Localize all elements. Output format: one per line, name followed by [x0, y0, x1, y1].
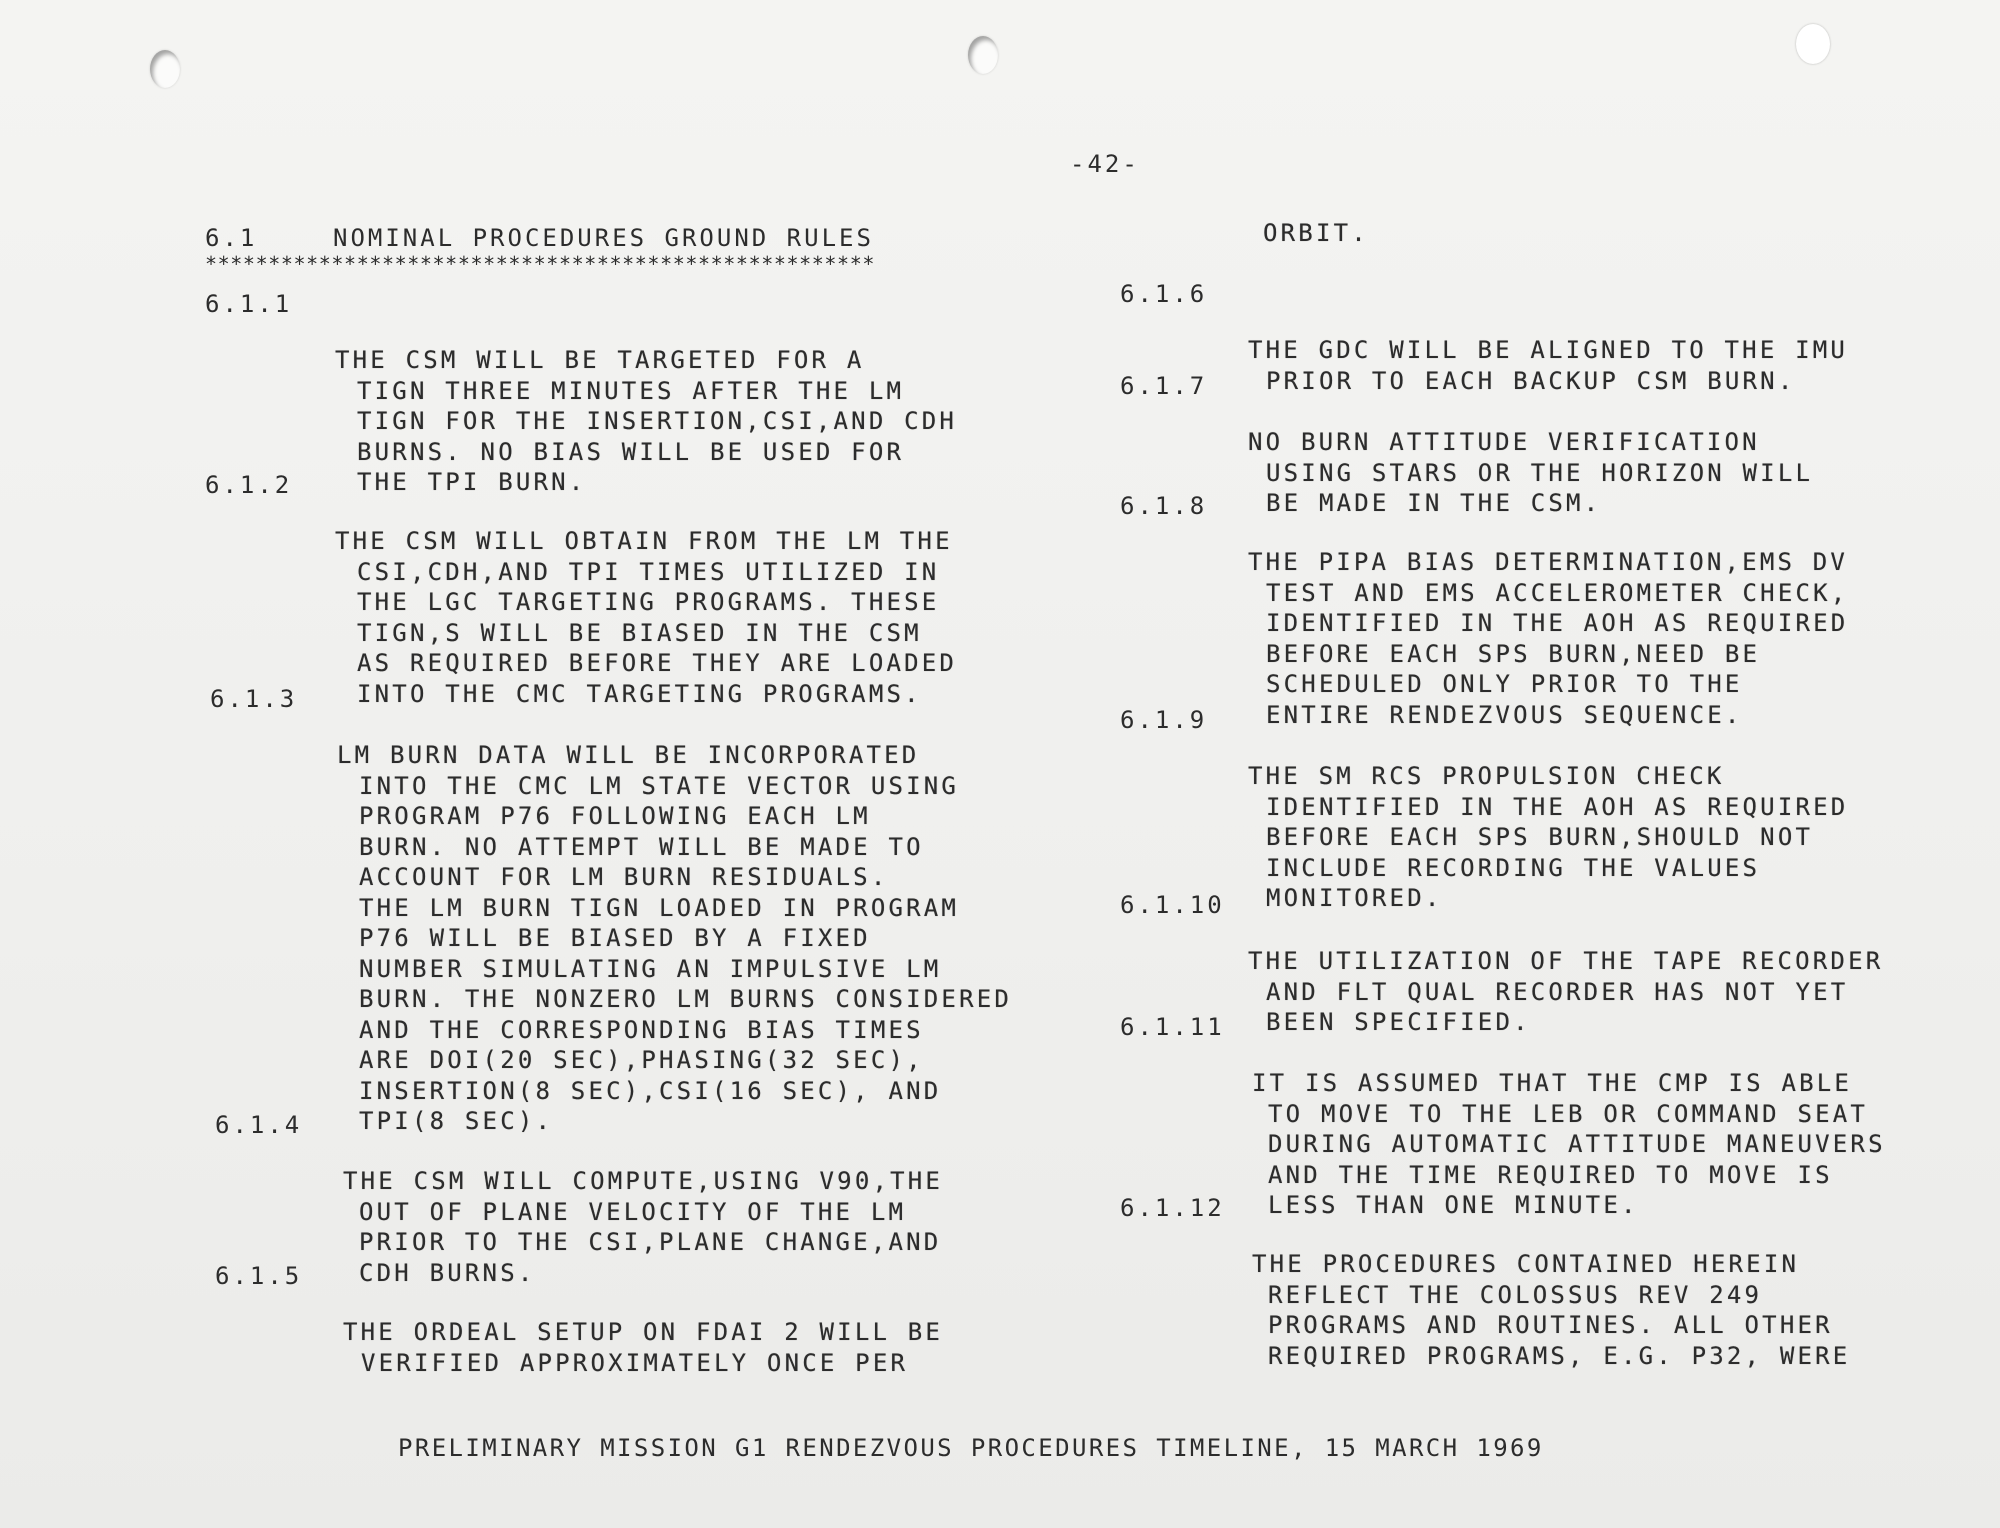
item-number: 6.1.8: [1120, 492, 1208, 520]
text-line: AS REQUIRED BEFORE THEY ARE LOADED: [357, 649, 958, 677]
text-line: PRIOR TO THE CSI,PLANE CHANGE,AND: [359, 1228, 942, 1256]
text-line: VERIFIED APPROXIMATELY ONCE PER: [361, 1348, 909, 1377]
text-line: THE LM BURN TIGN LOADED IN PROGRAM: [359, 893, 960, 922]
text-line: INTO THE CMC TARGETING PROGRAMS.: [357, 679, 922, 708]
text-line: TO MOVE TO THE LEB OR COMMAND SEAT: [1268, 1099, 1869, 1128]
text-line: ACCOUNT FOR LM BURN RESIDUALS.: [359, 863, 889, 891]
punch-hole-center: [968, 36, 998, 74]
item-number: 6.1.5: [215, 1262, 303, 1290]
text-line: PRIOR TO EACH BACKUP CSM BURN.: [1266, 366, 1796, 395]
text-line: PROGRAM P76 FOLLOWING EACH LM: [359, 802, 871, 830]
text-line: THE CSM WILL COMPUTE,USING V90,THE: [343, 1167, 944, 1195]
text-line: AND THE TIME REQUIRED TO MOVE IS: [1268, 1160, 1833, 1189]
text-line: ARE DOI(20 SEC),PHASING(32 SEC),: [359, 1046, 924, 1074]
text-line: TIGN,S WILL BE BIASED IN THE CSM: [357, 618, 922, 647]
text-line: BURN. NO ATTEMPT WILL BE MADE TO: [359, 832, 924, 861]
text-line: AND FLT QUAL RECORDER HAS NOT YET: [1266, 977, 1849, 1006]
text-line: BE MADE IN THE CSM.: [1266, 489, 1602, 517]
text-line: BEFORE EACH SPS BURN,NEED BE: [1266, 639, 1761, 668]
item-number: 6.1.10: [1120, 891, 1225, 919]
text-line: BURNS. NO BIAS WILL BE USED FOR: [357, 437, 905, 466]
text-line: LESS THAN ONE MINUTE.: [1268, 1191, 1639, 1219]
text-line: THE ORDEAL SETUP ON FDAI 2 WILL BE: [343, 1318, 944, 1346]
footer-title: PRELIMINARY MISSION G1 RENDEZVOUS PROCEDURES TIMELINE, 15 MARCH 1969: [398, 1434, 1544, 1462]
text-line: ENTIRE RENDEZVOUS SEQUENCE.: [1266, 700, 1743, 729]
text-line: THE UTILIZATION OF THE TAPE RECORDER: [1248, 947, 1884, 975]
text-line: BURN. THE NONZERO LM BURNS CONSIDERED: [359, 985, 1013, 1013]
text-line: INCLUDE RECORDING THE VALUES: [1266, 853, 1761, 882]
section-number: 6.1: [205, 224, 258, 252]
page-number: -42-: [1070, 150, 1140, 178]
text-line: DURING AUTOMATIC ATTITUDE MANEUVERS: [1268, 1130, 1886, 1158]
text-line: IDENTIFIED IN THE AOH AS REQUIRED: [1266, 792, 1849, 821]
text-line: THE CSM WILL OBTAIN FROM THE LM THE: [335, 527, 953, 555]
text-line: CSI,CDH,AND TPI TIMES UTILIZED IN: [357, 557, 940, 586]
item-number: 6.1.12: [1120, 1194, 1225, 1222]
text-line: MONITORED.: [1266, 884, 1443, 912]
text-line: IDENTIFIED IN THE AOH AS REQUIRED: [1266, 609, 1849, 637]
text-line: BEEN SPECIFIED.: [1266, 1008, 1531, 1036]
item-text: [1252, 1189, 1850, 1431]
text-line: USING STARS OR THE HORIZON WILL: [1266, 458, 1814, 487]
text-line: INSERTION(8 SEC),CSI(16 SEC), AND: [359, 1076, 942, 1105]
item-number: 6.1.4: [215, 1111, 303, 1139]
punch-hole-right: [1796, 24, 1830, 64]
text-line: BEFORE EACH SPS BURN,SHOULD NOT: [1266, 823, 1814, 851]
right-continuation: ORBIT.: [1263, 219, 1369, 247]
text-line: THE PIPA BIAS DETERMINATION,EMS DV: [1248, 548, 1849, 576]
item-number: 6.1.11: [1120, 1013, 1225, 1041]
text-line: OUT OF PLANE VELOCITY OF THE LM: [359, 1197, 907, 1226]
text-line: THE LGC TARGETING PROGRAMS. THESE: [357, 588, 940, 616]
punch-hole-left: [150, 50, 180, 88]
text-line: PROGRAMS AND ROUTINES. ALL OTHER: [1268, 1311, 1833, 1339]
item-number: 6.1.6: [1120, 280, 1208, 308]
item-number: 6.1.3: [210, 685, 298, 713]
text-line: P76 WILL BE BIASED BY A FIXED: [359, 924, 871, 952]
text-line: THE SM RCS PROPULSION CHECK: [1248, 762, 1725, 790]
item-number: 6.1.9: [1120, 706, 1208, 734]
item-number: 6.1.1: [205, 290, 293, 318]
text-line: THE TPI BURN.: [357, 468, 587, 496]
item-number: 6.1.7: [1120, 372, 1208, 400]
text-line: NO BURN ATTITUDE VERIFICATION: [1248, 428, 1760, 456]
text-line: THE GDC WILL BE ALIGNED TO THE IMU: [1248, 336, 1849, 364]
item-text: [343, 1257, 943, 1434]
text-line: CDH BURNS.: [359, 1258, 536, 1287]
text-line: TEST AND EMS ACCELEROMETER CHECK,: [1266, 578, 1849, 607]
item-number: 6.1.2: [205, 471, 293, 499]
text-line: REFLECT THE COLOSSUS REV 249: [1268, 1280, 1763, 1309]
text-line: REQUIRED PROGRAMS, E.G. P32, WERE: [1268, 1341, 1851, 1370]
text-line: SCHEDULED ONLY PRIOR TO THE: [1266, 670, 1743, 698]
text-line: TIGN THREE MINUTES AFTER THE LM: [357, 376, 905, 405]
section-title: NOMINAL PROCEDURES GROUND RULES: [333, 224, 874, 252]
text-line: THE CSM WILL BE TARGETED FOR A: [335, 346, 865, 374]
text-line: THE PROCEDURES CONTAINED HEREIN: [1252, 1250, 1800, 1278]
text-line: AND THE CORRESPONDING BIAS TIMES: [359, 1015, 924, 1044]
text-line: TPI(8 SEC).: [359, 1107, 554, 1135]
text-line: NUMBER SIMULATING AN IMPULSIVE LM: [359, 954, 942, 983]
text-line: IT IS ASSUMED THAT THE CMP IS ABLE: [1252, 1069, 1853, 1097]
section-underline: *****************************************************: [205, 252, 875, 276]
text-line: INTO THE CMC LM STATE VECTOR USING: [359, 771, 960, 800]
text-line: TIGN FOR THE INSERTION,CSI,AND CDH: [357, 407, 958, 435]
text-line: LM BURN DATA WILL BE INCORPORATED: [337, 741, 920, 769]
